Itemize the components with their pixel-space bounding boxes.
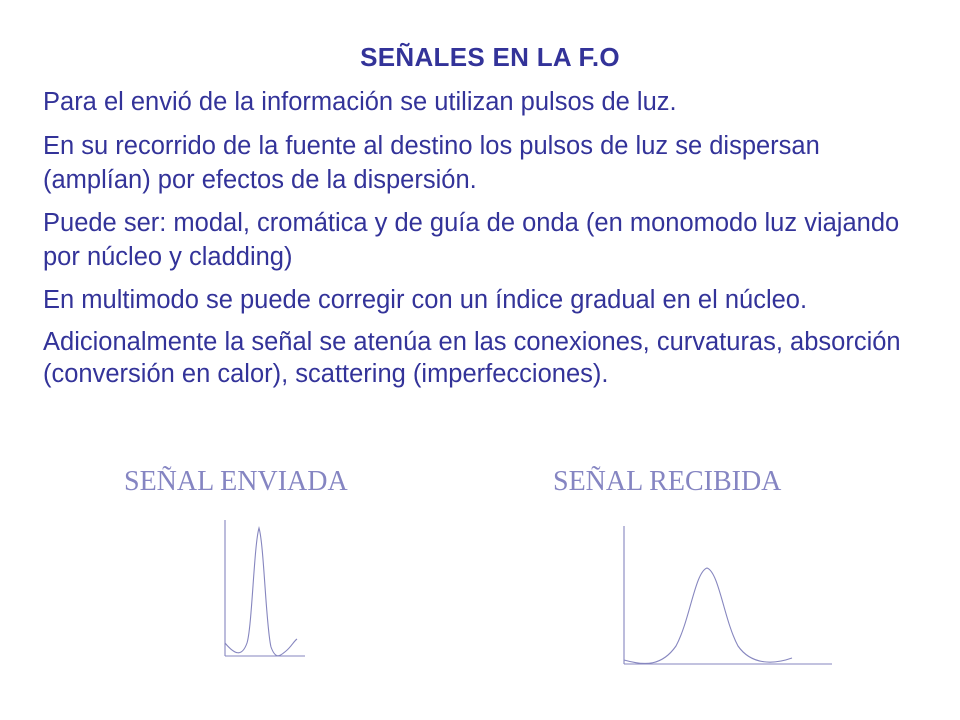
slide-title: SEÑALES EN LA F.O [360,42,620,72]
bullet-item: Para el envió de la información se utilizan pulsos de luz. [43,88,677,116]
bullet-list [43,86,923,401]
sent-signal-caption: SEÑAL ENVIADA [124,466,348,497]
received-pulse-curve [624,568,792,663]
sent-signal-plot [210,515,310,665]
received-signal-caption: SEÑAL RECIBIDA [553,466,782,497]
bullet-item: Puede ser: modal, cromática y de guía de onda (en monomodo luz viajando por núcleo y cladding) [43,209,900,271]
bullet-item: En multimodo se puede corregir con un índice gradual en el núcleo. [43,286,808,314]
sent-pulse-curve [225,528,297,656]
bullet-item: En su recorrido de la fuente al destino los pulsos de luz se dispersan (amplían) por efectos de la dispersión. [43,132,820,194]
bullet-item: Adicionalmente la señal se atenúa en las conexiones, curvaturas, absorción (conversión en calor), scattering (imperfecciones). [43,328,901,388]
received-signal-plot [610,520,840,670]
